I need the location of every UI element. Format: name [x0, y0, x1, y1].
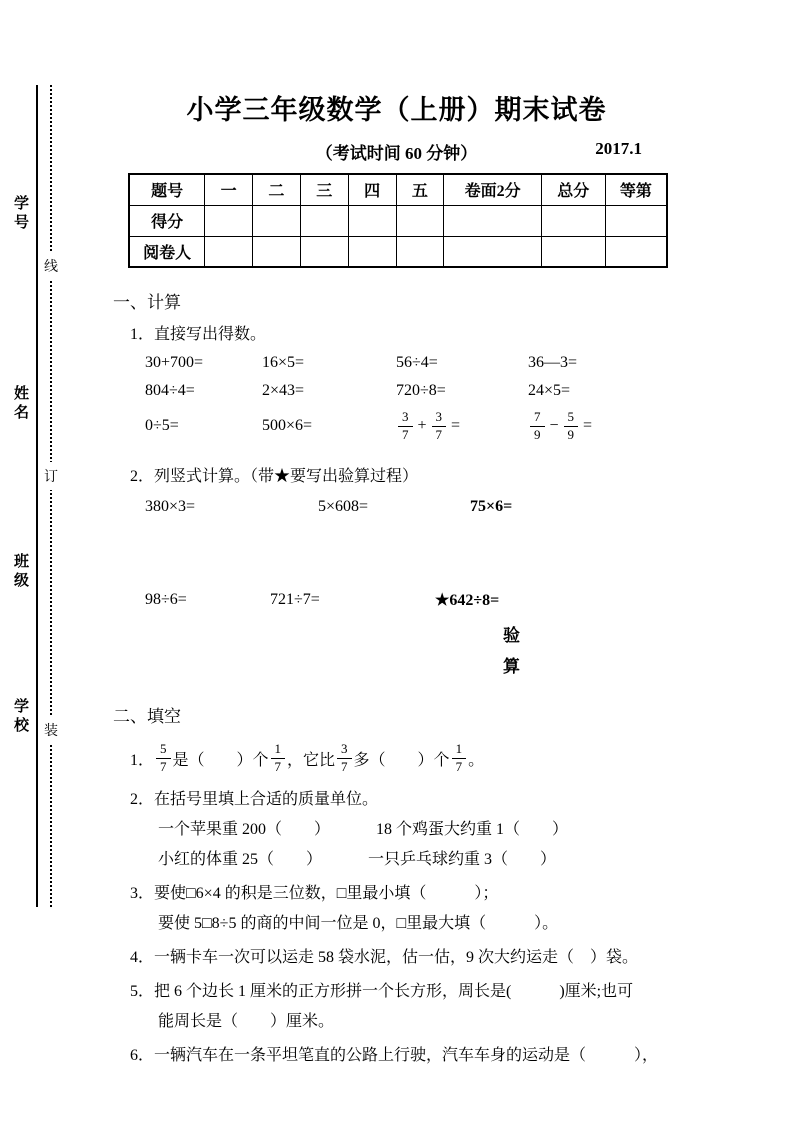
operator: +: [417, 417, 427, 435]
fraction: $\frac{3}{7}$: [337, 742, 352, 775]
binding-char-line: 线: [44, 252, 58, 280]
blank-cell: [605, 236, 667, 267]
fill-q5: 5． 把 6 个边长 1 厘米的正方形拼一个长方形，周长是( )厘米;也可 能周长是（ ）厘米。: [113, 977, 680, 1037]
equation-starred: ★642÷8=: [435, 591, 500, 609]
subtitle-row: [113, 139, 680, 161]
calc-q1-label: 1．直接写出得数。: [130, 326, 267, 343]
equation: 56÷4=: [396, 354, 438, 371]
fill-q4: 4． 一辆卡车一次可以运走 58 袋水泥，估一估，9 次大约运走（ ）袋。: [113, 943, 680, 973]
question-number: 1．: [130, 752, 155, 770]
equation: 721÷7=: [270, 590, 320, 608]
blank-cell: [253, 205, 301, 236]
fraction-equation: [528, 410, 680, 443]
fraction: $\frac{1}{7}$: [271, 742, 286, 775]
student-number-label: 学号: [12, 195, 28, 233]
blank-cell: [300, 236, 348, 267]
binding-char-zhuang: 装: [44, 716, 58, 744]
header-cell: 五: [396, 174, 444, 205]
blank-cell: [444, 236, 542, 267]
equation: 500×6=: [262, 417, 313, 435]
equation: 720÷8=: [396, 382, 446, 399]
exam-date: 2017.1: [595, 139, 642, 158]
equation: 36—3=: [528, 354, 578, 371]
equation: 2×43=: [262, 382, 305, 399]
blank-cell: [348, 205, 396, 236]
blank-cell: [348, 236, 396, 267]
question-number: 2．: [130, 790, 155, 808]
school-label: 学校: [12, 698, 28, 736]
equation: 804÷4=: [145, 382, 195, 399]
header-cell: 三: [300, 174, 348, 205]
grader-row: [129, 236, 667, 267]
fraction: $\frac{3}{7}$: [432, 410, 447, 443]
fill-q1: 1． $\frac{5}{7}$ 是（ ）个 $\frac{1}{7}$ ，它比 $\frac{3}{7}$ 多（ ）个 $\frac{1}{7}$ 。: [130, 741, 485, 775]
equation: 30+700=: [145, 354, 204, 371]
operator: −: [549, 417, 559, 435]
fill-q6: 6． 一辆汽车在一条平坦笔直的公路上行驶，汽车车身的运动是（ ），: [113, 1041, 680, 1071]
equation: 16×5=: [262, 354, 305, 371]
blank-cell: [605, 205, 667, 236]
equals-sign: =: [451, 417, 461, 435]
header-cell: 二: [253, 174, 301, 205]
question-number: 6．: [130, 1046, 155, 1064]
student-name-label: 姓名: [12, 385, 28, 423]
calc-q1-equations: [145, 354, 680, 443]
blank-cell: [253, 236, 301, 267]
blank-cell: [205, 205, 253, 236]
fraction: $\frac{7}{9}$: [530, 410, 545, 443]
blank-cell: [300, 205, 348, 236]
exam-duration: （考试时间 60 分钟）: [315, 144, 478, 163]
fraction: $\frac{5}{7}$: [156, 742, 171, 775]
fraction: $\frac{5}{9}$: [564, 410, 579, 443]
header-cell: 四: [348, 174, 396, 205]
blank-cell: [444, 205, 542, 236]
question-number: 5．: [130, 982, 155, 1000]
header-cell: 一: [205, 174, 253, 205]
equation: 380×3=: [145, 497, 196, 515]
class-label: 班级: [12, 553, 28, 591]
equation: 0÷5=: [145, 417, 179, 435]
header-grade: 等第: [605, 174, 667, 205]
grader-row-label: 阅卷人: [129, 236, 205, 267]
header-question-number: 题号: [129, 174, 205, 205]
fraction: $\frac{1}{7}$: [452, 742, 467, 775]
score-row: [129, 205, 667, 236]
fill-q2: 2． 在括号里填上合适的质量单位。 一个苹果重 200（ ） 18 个鸡蛋大约重 1（ ） 小红的体重 25（ ） 一只乒乓球约重 3（ ）: [113, 785, 680, 875]
score-table: [128, 173, 668, 268]
equals-sign: =: [583, 417, 593, 435]
binding-char-ding: 订: [44, 462, 58, 490]
equation: 5×608=: [318, 497, 369, 515]
score-row-label: 得分: [129, 205, 205, 236]
calc-q2-row2: [145, 590, 680, 610]
blank-cell: [396, 205, 444, 236]
header-total-score: 总分: [541, 174, 605, 205]
calc-q2-label: 2．列竖式计算。（带★要写出验算过程）: [130, 467, 419, 485]
fraction-equation: [396, 410, 528, 443]
calc-q2-row1: [145, 498, 680, 516]
fill-q3: 3． 要使□6×4 的积是三位数，□里最小填（ ）； 要使 5□8÷5 的商的中间一位是 0，□里最大填（ ）。: [113, 879, 680, 939]
section-fill-heading: 二、填空: [113, 706, 181, 726]
exam-content: [113, 88, 680, 1071]
equation: 24×5=: [528, 382, 571, 399]
blank-cell: [541, 236, 605, 267]
equation: 98÷6=: [145, 590, 187, 608]
blank-cell: [205, 236, 253, 267]
binding-area: [0, 0, 72, 1122]
question-number: 3．: [130, 884, 155, 902]
equation: 75×6=: [470, 497, 513, 515]
score-table-header-row: [129, 174, 667, 205]
question-number: 4．: [130, 948, 155, 966]
blank-cell: [396, 236, 444, 267]
fraction: $\frac{3}{7}$: [398, 410, 413, 443]
blank-cell: [541, 205, 605, 236]
page-title: 小学三年级数学（上册）期末试卷: [186, 95, 607, 125]
check-calculation-label: 验 算: [503, 625, 520, 676]
section-calc-heading: 一、计算: [113, 293, 181, 312]
binding-dotted-line: [50, 85, 52, 907]
binding-solid-line: [36, 85, 38, 907]
header-paper-score: 卷面2分: [444, 174, 542, 205]
